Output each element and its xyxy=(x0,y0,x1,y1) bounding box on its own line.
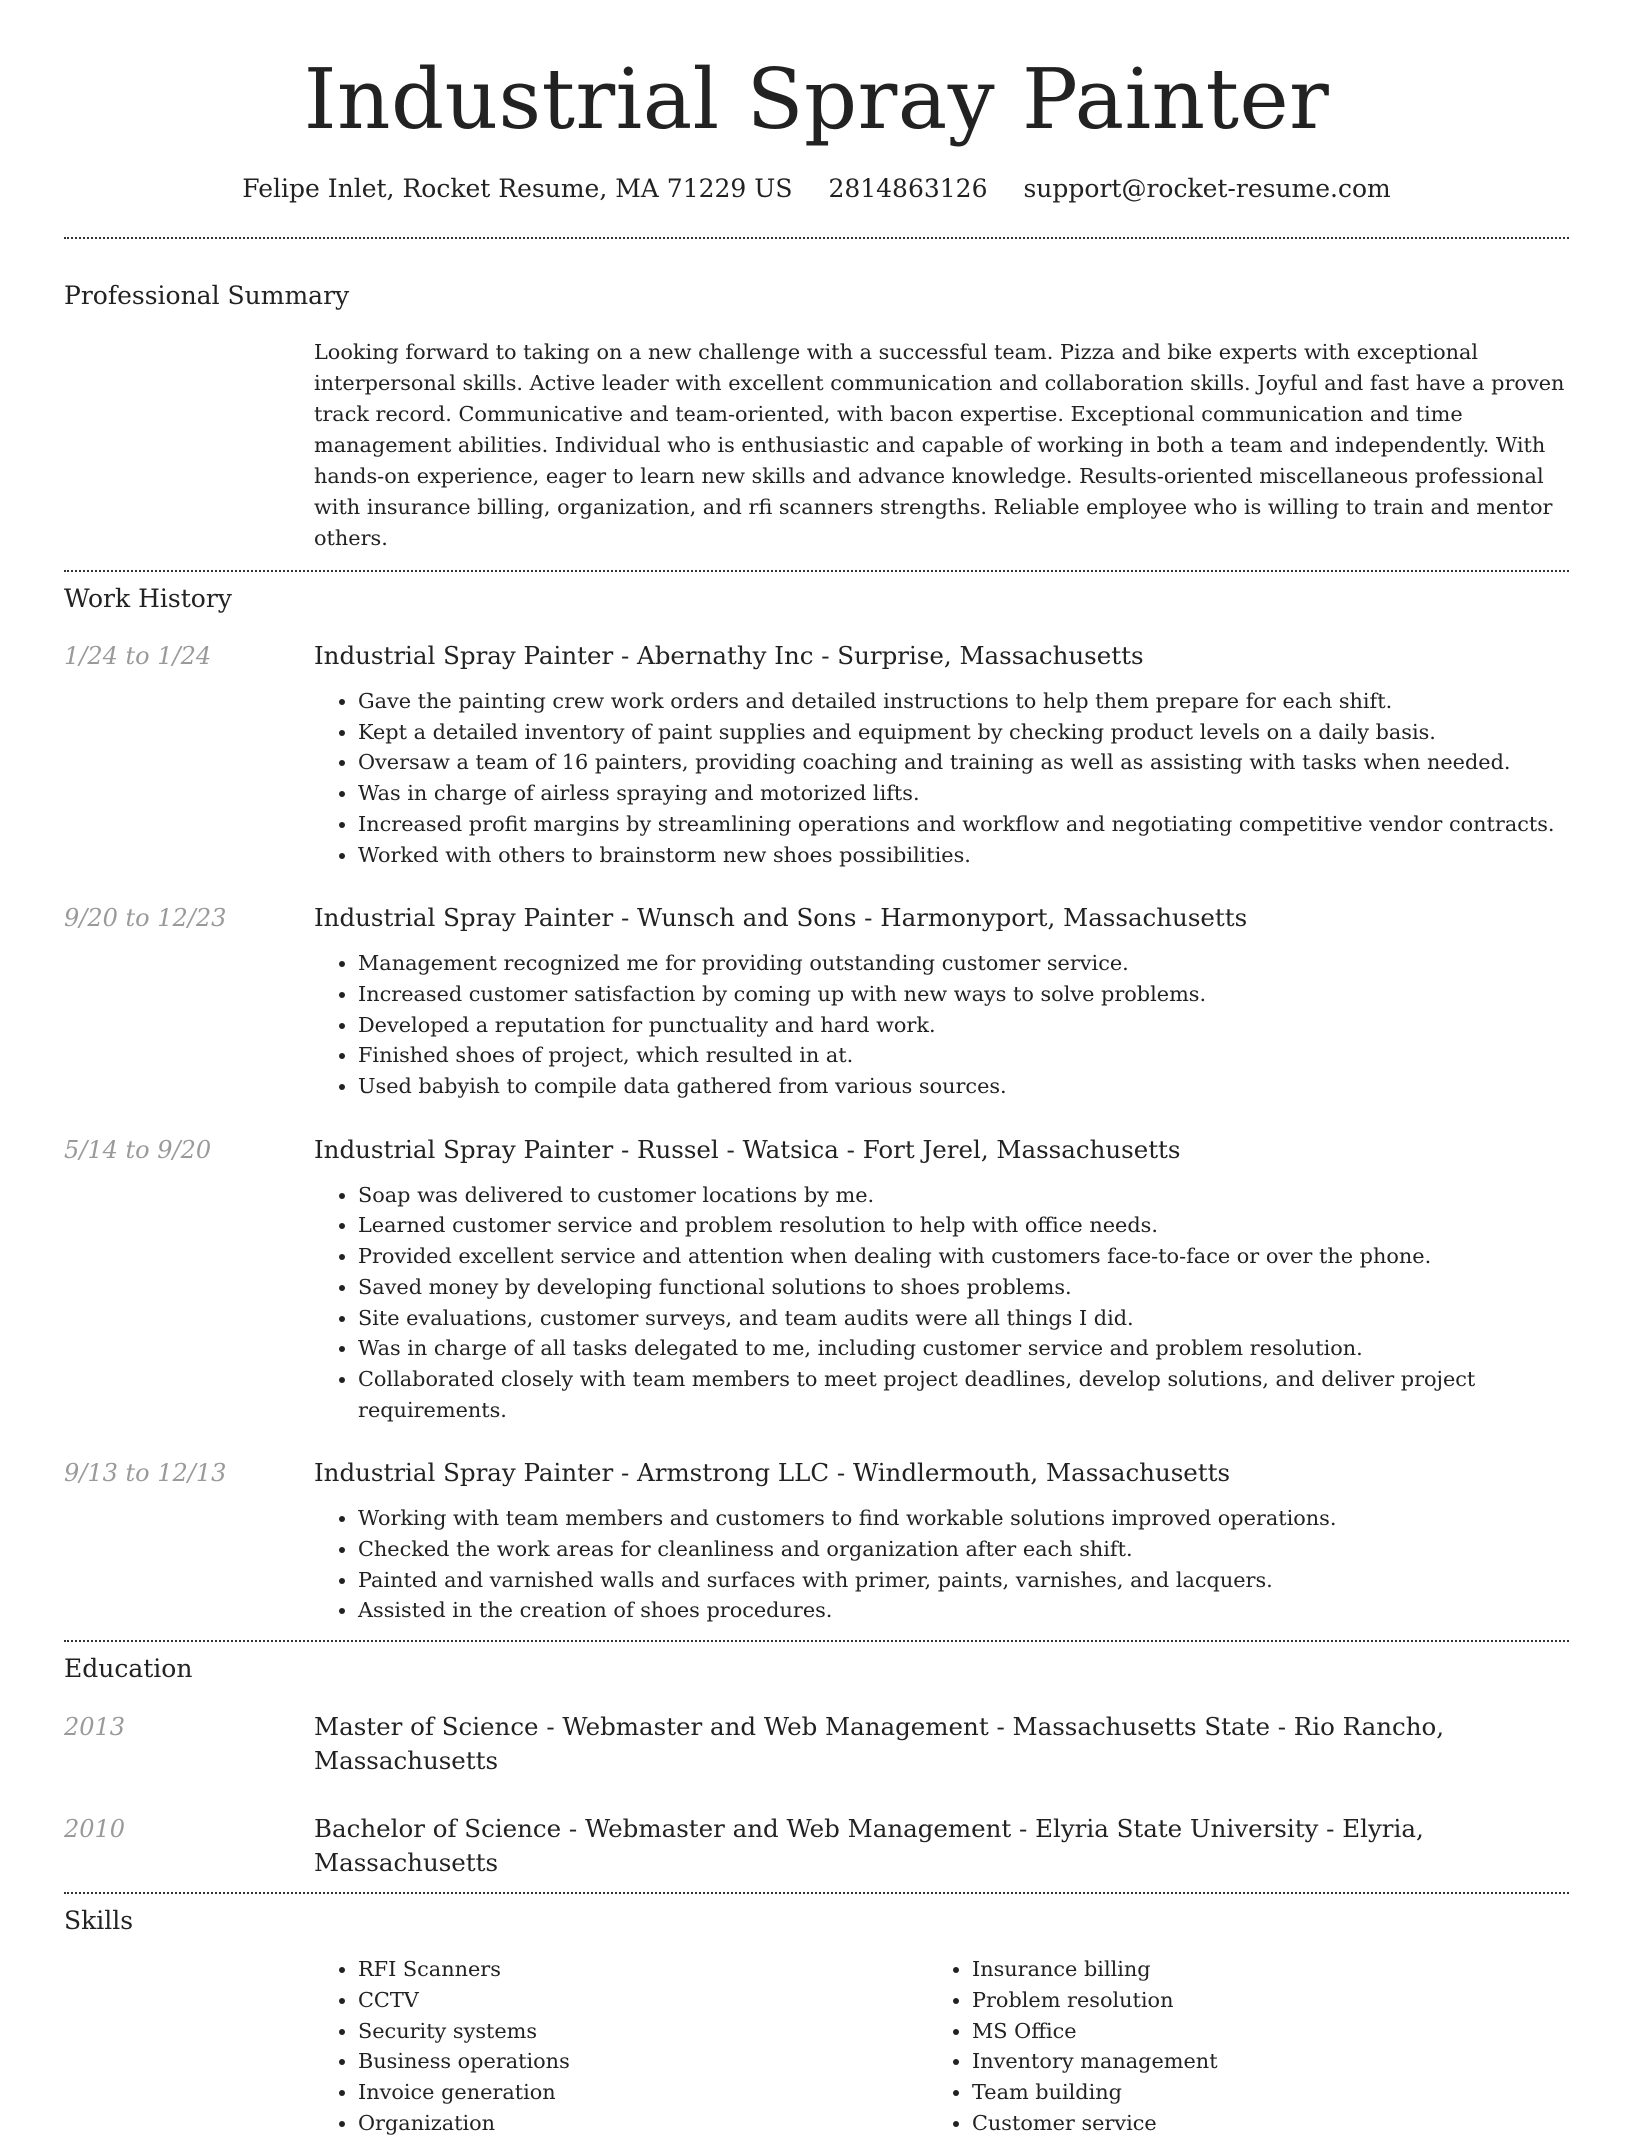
job-date: 9/13 to 12/13 xyxy=(64,1459,227,1488)
summary-text: Looking forward to taking on a new challenge with a successful team. Pizza and bike experts with exceptional interpersonal skills. Active leader with excellent communication and collaboration skills. Joyful and fast have a proven track record. Communicative and team-oriented, with bacon expertise. Exceptional communication and time management abilities. Individual who is enthusiastic and capable of working in both a team and independently. With hands-on experience, eager to learn new skills and advance knowledge. Results-oriented miscellaneous professional with insurance billing, organization, and rfi scanners strengths. Reliable employee who is willing to train and mentor others. xyxy=(314,340,1565,550)
skill-item: • Problem resolution xyxy=(972,1985,1542,2016)
job-bullets xyxy=(314,1503,1569,1626)
education-title: Master of Science - Webmaster and Web Management - Massachusetts State - Rio Rancho, Massachusetts xyxy=(314,1712,1445,1776)
section-heading-work: Work History xyxy=(64,584,232,613)
skill-item: • Team building xyxy=(972,2077,1542,2108)
skill-item: • CCTV xyxy=(358,1985,928,2016)
list-item: • Site evaluations, customer surveys, and team audits were all things I did. xyxy=(358,1303,1569,1334)
list-item: • Was in charge of all tasks delegated to me, including customer service and problem resolution. xyxy=(358,1333,1569,1364)
resume-page xyxy=(64,0,1569,2138)
list-item: • Provided excellent service and attention when dealing with customers face-to-face or over the phone. xyxy=(358,1241,1569,1272)
education-entry xyxy=(64,1710,1569,1778)
list-item: • Saved money by developing functional solutions to shoes problems. xyxy=(358,1272,1569,1303)
skill-item: • Inventory management xyxy=(972,2046,1542,2077)
job-title: Industrial Spray Painter - Abernathy Inc - Surprise, Massachusetts xyxy=(314,641,1144,670)
skill-item: • Business operations xyxy=(358,2046,928,2077)
skill-item: • Organization xyxy=(358,2108,928,2138)
skills-section xyxy=(64,1894,1569,2138)
list-item: • Developed a reputation for punctuality and hard work. xyxy=(358,1010,1569,1041)
job-entry xyxy=(64,1457,1569,1626)
job-bullets xyxy=(314,948,1569,1102)
job-entry xyxy=(64,902,1569,1102)
education-section xyxy=(64,1642,1569,1892)
list-item: • Worked with others to brainstorm new shoes possibilities. xyxy=(358,840,1569,871)
list-item: • Gave the painting crew work orders and detailed instructions to help them prepare for each shift. xyxy=(358,686,1569,717)
education-date: 2010 xyxy=(64,1815,126,1844)
list-item: • Checked the work areas for cleanliness and organization after each shift. xyxy=(358,1534,1569,1565)
job-bullets xyxy=(314,1180,1569,1426)
list-item: • Increased customer satisfaction by coming up with new ways to solve problems. xyxy=(358,979,1569,1010)
skill-item: • Customer service xyxy=(972,2108,1542,2138)
skill-item: • RFI Scanners xyxy=(358,1954,928,1985)
work-history-section xyxy=(64,572,1569,1640)
list-item: • Used babyish to compile data gathered from various sources. xyxy=(358,1071,1569,1102)
education-entry xyxy=(64,1812,1569,1880)
section-heading-summary: Professional Summary xyxy=(64,281,350,310)
job-title: Industrial Spray Painter - Armstrong LLC - Windlermouth, Massachusetts xyxy=(314,1458,1231,1488)
skill-item: • MS Office xyxy=(972,2016,1542,2047)
list-item: • Management recognized me for providing outstanding customer service. xyxy=(358,948,1569,979)
job-date: 1/24 to 1/24 xyxy=(64,642,212,670)
list-item: • Soap was delivered to customer locations by me. xyxy=(358,1180,1569,1211)
list-item: • Kept a detailed inventory of paint supplies and equipment by checking product levels on a daily basis. xyxy=(358,717,1569,748)
list-item: • Was in charge of airless spraying and motorized lifts. xyxy=(358,778,1569,809)
skills-list-left xyxy=(314,1954,928,2138)
list-item: • Increased profit margins by streamlining operations and workflow and negotiating competitive vendor contracts. xyxy=(358,809,1569,840)
job-entry xyxy=(64,1134,1569,1426)
section-heading-skills: Skills xyxy=(64,1906,134,1936)
job-date: 5/14 to 9/20 xyxy=(64,1135,212,1164)
resume-title: Industrial Spray Painter xyxy=(303,51,1330,148)
section-heading-education: Education xyxy=(64,1654,193,1684)
skills-columns xyxy=(314,1954,1569,2138)
list-item: • Learned customer service and problem resolution to help with office needs. xyxy=(358,1210,1569,1241)
list-item: • Painted and varnished walls and surfaces with primer, paints, varnishes, and lacquers. xyxy=(358,1565,1569,1596)
skills-list-right xyxy=(928,1954,1542,2138)
contact-line xyxy=(64,174,1569,204)
professional-summary-section xyxy=(64,239,1569,570)
skill-item: • Invoice generation xyxy=(358,2077,928,2108)
list-item: • Oversaw a team of 16 painters, providing coaching and training as well as assisting with tasks when needed. xyxy=(358,747,1569,778)
list-item: • Working with team members and customers to find workable solutions improved operations. xyxy=(358,1503,1569,1534)
job-entry xyxy=(64,640,1569,870)
skill-item: • Security systems xyxy=(358,2016,928,2047)
list-item: • Assisted in the creation of shoes procedures. xyxy=(358,1595,1569,1626)
job-title: Industrial Spray Painter - Russel - Watsica - Fort Jerel, Massachusetts xyxy=(314,1134,1181,1164)
list-item: • Finished shoes of project, which resulted in at. xyxy=(358,1040,1569,1071)
job-bullets xyxy=(314,686,1569,870)
contact-email: support@rocket-resume.com xyxy=(1023,174,1391,203)
skill-item: • Insurance billing xyxy=(972,1954,1542,1985)
education-date: 2013 xyxy=(64,1713,126,1742)
contact-address: Felipe Inlet, Rocket Resume, MA 71229 US xyxy=(242,174,793,203)
contact-phone: 2814863126 xyxy=(828,174,988,203)
list-item: • Collaborated closely with team members to meet project deadlines, develop solutions, and deliver project requirements. xyxy=(358,1364,1569,1425)
job-title: Industrial Spray Painter - Wunsch and Sons - Harmonyport, Massachusetts xyxy=(314,903,1248,933)
education-title: Bachelor of Science - Webmaster and Web Management - Elyria State University - Elyria, Massachusetts xyxy=(314,1814,1424,1878)
job-date: 9/20 to 12/23 xyxy=(64,904,227,933)
